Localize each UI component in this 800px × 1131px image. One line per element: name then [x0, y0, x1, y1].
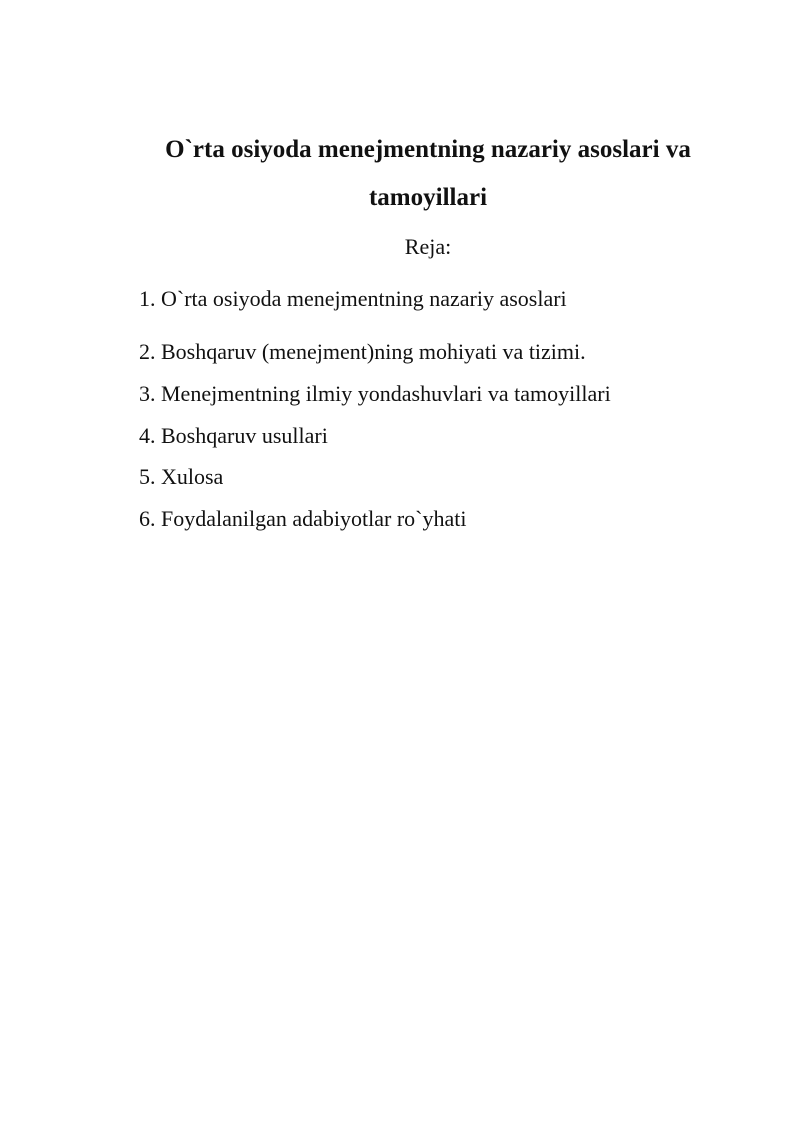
plan-item: 1. O`rta osiyoda menejmentning nazariy asoslari — [139, 286, 567, 311]
plan-heading: Reja: — [404, 234, 452, 259]
plan-item: 2. Boshqaruv (menejment)ning mohiyati va tizimi. — [139, 339, 586, 364]
plan-item: 6. Foydalanilgan adabiyotlar ro`yhati — [139, 506, 467, 531]
document-title: O`rta osiyoda menejmentning nazariy asoslari va tamoyillari — [165, 136, 691, 211]
plan-item: 3. Menejmentning ilmiy yondashuvlari va tamoyillari — [139, 381, 611, 406]
plan-item: 4. Boshqaruv usullari — [139, 423, 328, 448]
plan-item: 5. Xulosa — [139, 464, 224, 489]
